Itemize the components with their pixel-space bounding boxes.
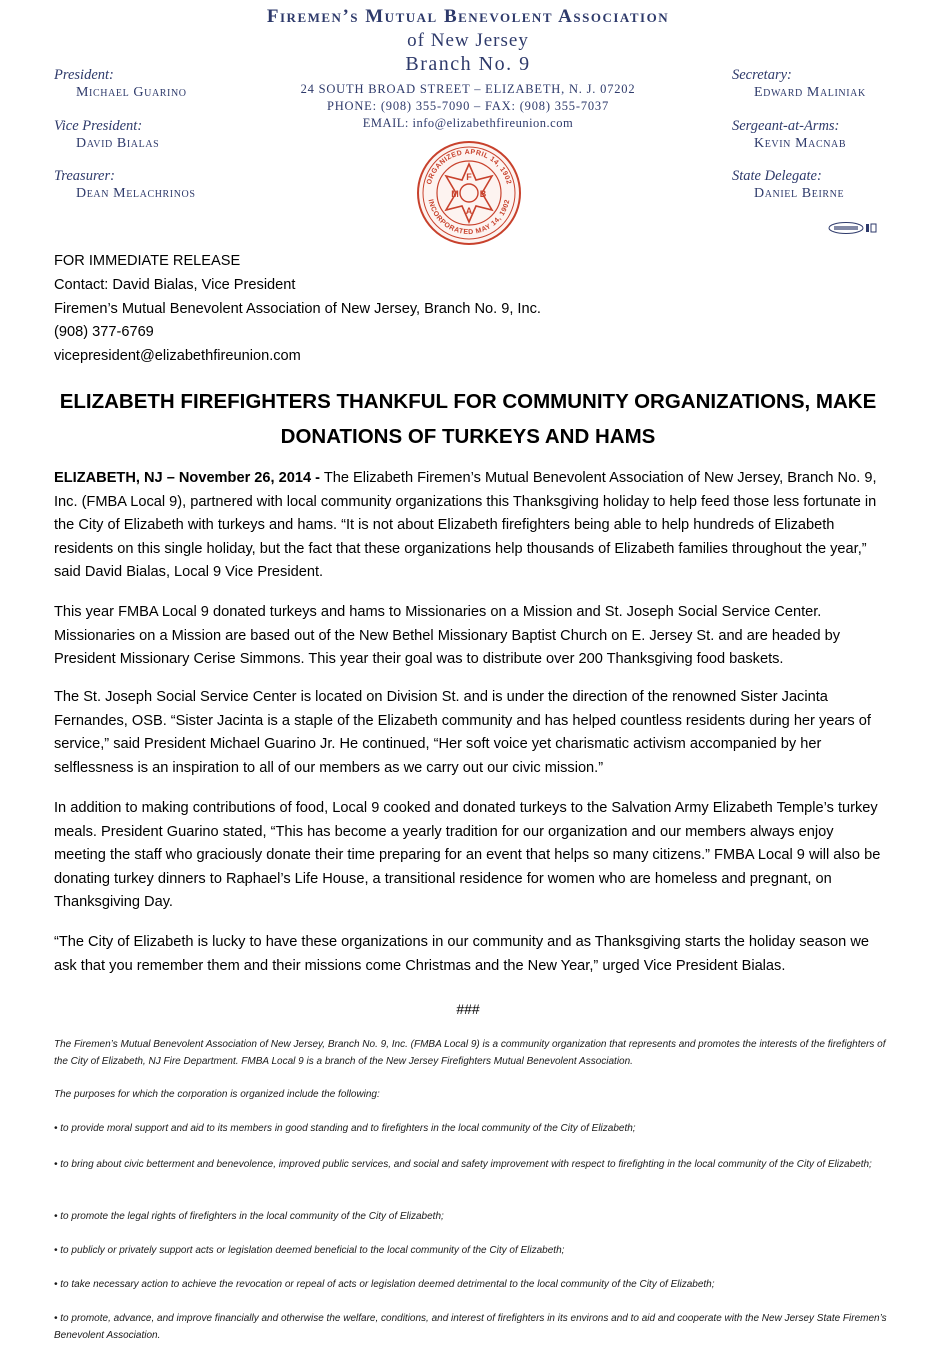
footer-about [54, 1036, 890, 1070]
footer-purpose-item [54, 1208, 890, 1225]
paragraph-text: “The City of Elizabeth is lucky to have these organizations in our community and as Thanksgiving starts the holiday season we ask that you remember them and their missions come Christmas and the New Year,” urged Vice President Bialas. [54, 934, 869, 974]
officer-role: State Delegate: [732, 168, 822, 184]
purpose-text: • to provide moral support and aid to its members in good standing and to firefighters in the local community of the City of Elizabeth; [54, 1123, 636, 1134]
purpose-text: • to take necessary action to achieve the revocation or repeal of acts or legislation deemed detrimental to the local community of the City of Elizabeth; [54, 1279, 715, 1290]
contact-person: Contact: David Bialas, Vice President [54, 276, 296, 293]
officer-role: Sergeant-at-Arms: [732, 118, 840, 134]
paragraph-5 [54, 931, 884, 978]
paragraph-4 [54, 797, 884, 915]
officer-vice-president [54, 118, 159, 152]
officer-name: Edward Maliniak [754, 85, 866, 100]
footer-purposes-intro [54, 1086, 890, 1103]
end-mark: ### [456, 1001, 480, 1017]
officer-role: Vice President: [54, 118, 143, 134]
letterhead-phone: PHONE: (908) 355-7090 – FAX: (908) 355-7037 [326, 99, 610, 113]
svg-text:F: F [466, 172, 472, 182]
officer-treasurer [54, 168, 196, 202]
officer-president [54, 67, 187, 101]
footer-purposes-intro-text: The purposes for which the corporation is organized include the following: [54, 1089, 380, 1100]
officer-role: Secretary: [732, 67, 792, 83]
dateline: ELIZABETH, NJ – November 26, 2014 - [54, 470, 321, 486]
paragraph-text: In addition to making contributions of food, Local 9 cooked and donated turkeys to the Salvation Army Elizabeth Temple’s turkey meals. President Guarino stated, “This has become a yearly tradition for our organization and our members always enjoy meeting the staff who graciously donate their time preparing for an event that helps so many citizens.” FMBA Local 9 will also be donating turkey dinners to Raphael’s Life House, a transitional residence for women who are homeless and pregnant, on Thanksgiving Day. [54, 800, 881, 911]
officer-name: Michael Guarino [76, 85, 187, 100]
purpose-text: • to promote, advance, and improve financially and otherwise the welfare, conditions, and interest of firefighters in its environs and to aid and cooperate with the New Jersey State Firemen’s Benevolent Association. [54, 1313, 887, 1341]
union-bug-icon [828, 221, 878, 235]
footer-purpose-item [54, 1276, 890, 1293]
association-branch: Branch No. 9 [405, 53, 531, 75]
contact-email[interactable]: vicepresident@elizabethfireunion.com [54, 348, 301, 365]
footer-purpose-item [54, 1156, 890, 1173]
release-label: FOR IMMEDIATE RELEASE [54, 253, 241, 269]
officer-role: Treasurer: [54, 168, 115, 184]
contact-phone: (908) 377-6769 [54, 324, 154, 341]
association-state: of New Jersey [407, 30, 529, 51]
paragraph-text: This year FMBA Local 9 donated turkeys and hams to Missionaries on a Mission and St. Joseph Social Service Center. Missionaries on a Mission are based out of the New Bethel Missionary Baptist Church on E. Jersey St. and are headed by President Missionary Cerise Simmons. This year their goal was to distribute over 200 Thanksgiving food baskets. [54, 604, 841, 668]
officer-name: Daniel Beirne [754, 186, 845, 201]
purpose-text: • to promote the legal rights of firefighters in the local community of the City of Elizabeth; [54, 1211, 444, 1222]
letterhead-address: 24 SOUTH BROAD STREET – ELIZABETH, N. J. 07202 [300, 82, 636, 96]
officer-sergeant-at-arms [732, 118, 846, 152]
svg-text:ORGANIZED APRIL 14, 1902: ORGANIZED APRIL 14, 1902 [425, 148, 513, 186]
footer-purpose-item [54, 1242, 890, 1259]
svg-text:M: M [451, 189, 459, 199]
svg-text:INCORPORATED MAY 14, 1902: INCORPORATED MAY 14, 1902 [426, 198, 512, 237]
paragraph-text: The Elizabeth Firemen’s Mutual Benevolent Association of New Jersey, Branch No. 9, Inc. (FMBA Local 9), partnered with local community organizations this Thanksgiving holiday to help feed those less fortunate in the City of Elizabeth with turkeys and hams. “It is not about Elizabeth firefighters being able to help hundreds of Elizabeth residents on this single holiday, but the fact that these organizations help thousands of Elizabeth families throughout the year,” said David Bialas, Local 9 Vice President. [54, 470, 877, 581]
paragraph-text: The St. Joseph Social Service Center is located on Division St. and is under the direction of the renowned Sister Jacinta Fernandes, OSB. “Sister Jacinta is a staple of the Elizabeth community and has helped countless residents during her years of service,” said President Michael Guarino Jr. He continued, “Her soft voice yet charismatic activism accompanied by her selflessness is an inspiration to all of our members as we carry out our civic mission.” [54, 689, 871, 776]
paragraph-1 [54, 467, 884, 585]
svg-text:A: A [465, 206, 473, 216]
footer-purpose-item [54, 1310, 890, 1344]
letterhead-email: EMAIL: info@elizabethfireunion.com [362, 116, 574, 130]
footer-purpose-item [54, 1120, 890, 1137]
contact-block [54, 250, 541, 369]
association-name: Firemen’s Mutual Benevolent Association [266, 6, 670, 27]
contact-organization: Firemen’s Mutual Benevolent Association of New Jersey, Branch No. 9, Inc. [54, 300, 541, 317]
purpose-text: • to bring about civic betterment and benevolence, improved public services, and social and safety improvement with respect to firefighting in the local community of the City of Elizabeth; [54, 1159, 872, 1170]
paragraph-2 [54, 601, 884, 672]
paragraph-3 [54, 686, 884, 780]
officer-name: David Bialas [76, 136, 160, 151]
officer-name: Dean Melachrinos [76, 186, 196, 201]
footer-about-text: The Firemen’s Mutual Benevolent Association of New Jersey, Branch No. 9, Inc. (FMBA Local 9) is a community organization that represents and promotes the interests of the firefighters of the City of Elizabeth, NJ Fire Department. FMBA Local 9 is a branch of the New Jersey Firefighters Mutual Benevolent Association. [54, 1039, 886, 1067]
purpose-text: • to publicly or privately support acts or legislation deemed beneficial to the local community of the City of Elizabeth; [54, 1245, 565, 1256]
officer-state-delegate [732, 168, 844, 202]
svg-text:B: B [479, 189, 487, 199]
headline: ELIZABETH FIREFIGHTERS THANKFUL FOR COMMUNITY ORGANIZATIONS, MAKE DONATIONS OF TURKEYS AND HAMS [59, 390, 877, 448]
officer-name: Kevin Macnab [754, 136, 847, 151]
fmba-seal-icon [416, 140, 522, 246]
officer-secretary [732, 67, 866, 101]
officer-role: President: [54, 67, 114, 83]
